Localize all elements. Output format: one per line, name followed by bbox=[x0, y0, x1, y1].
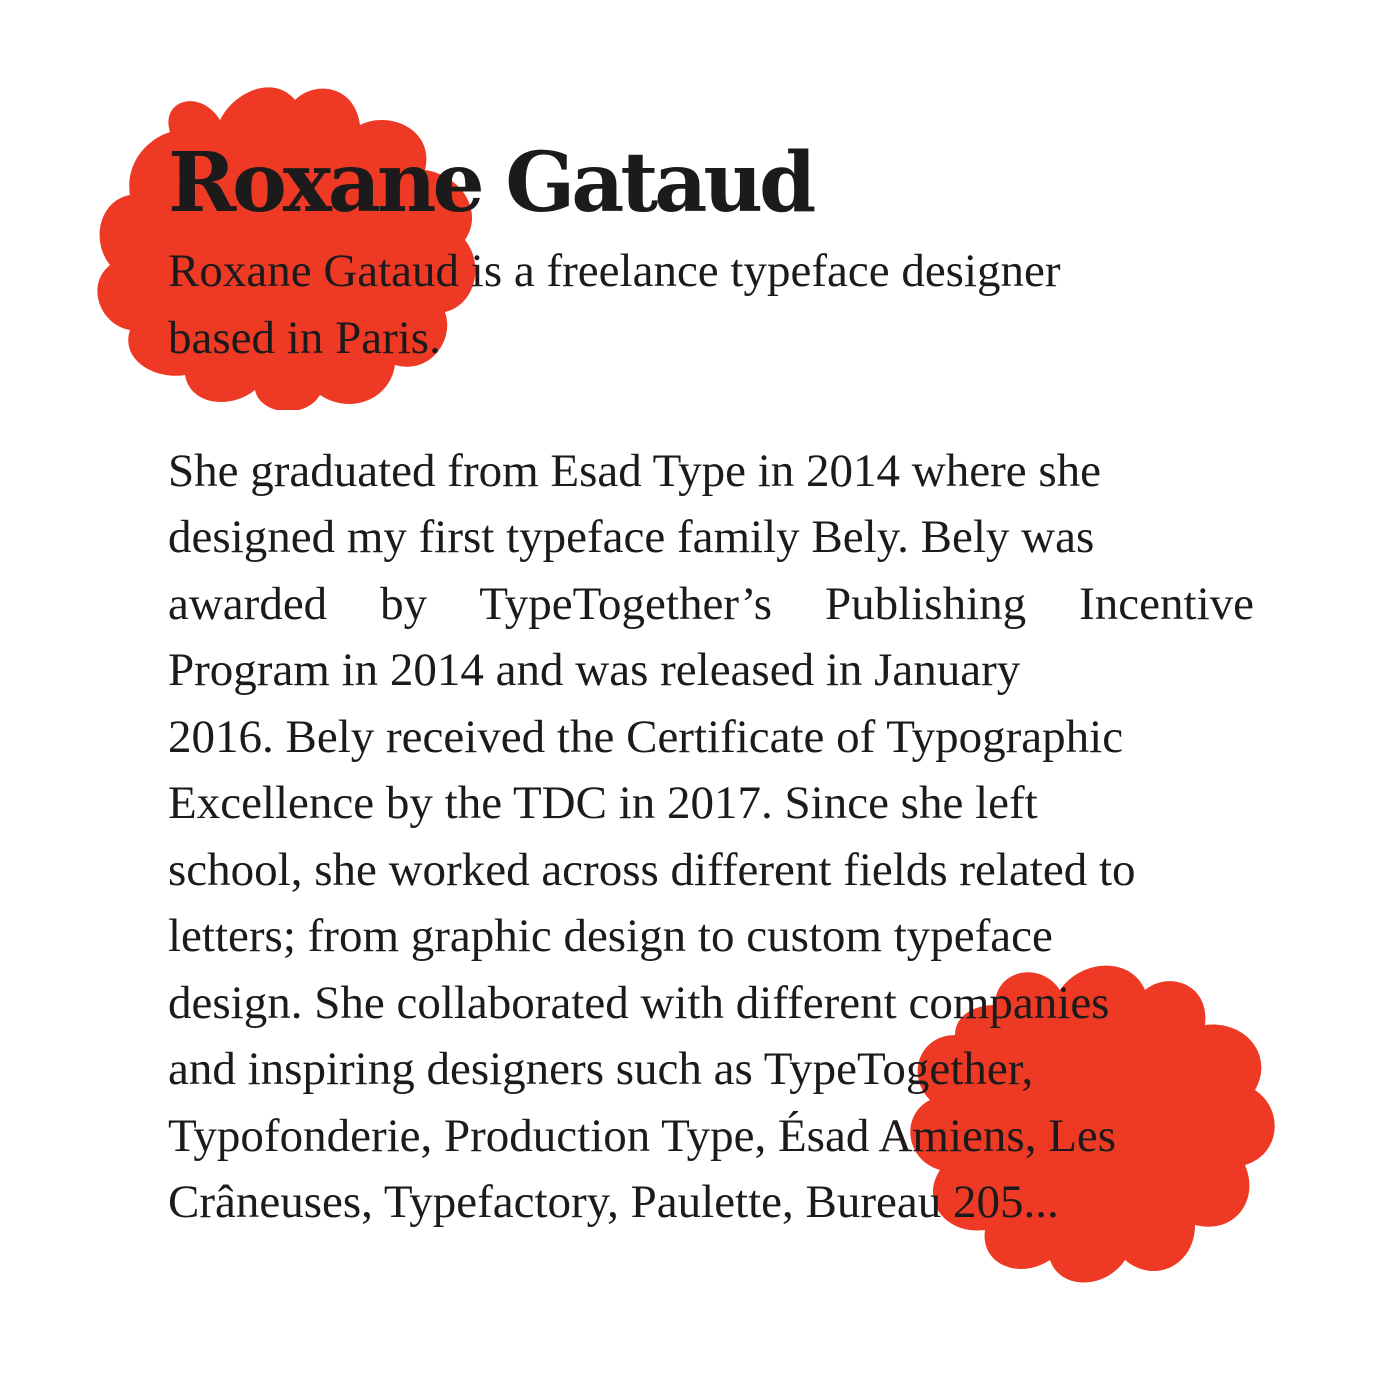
bio-line: letters; from graphic design to custom typeface bbox=[168, 910, 1053, 962]
bio-line: awarded by TypeTogether’s Publishing Incentive bbox=[168, 577, 1254, 630]
bio-line: designed my first typeface family Bely. Bely was bbox=[168, 511, 1095, 563]
bio-paragraph bbox=[168, 438, 1278, 1236]
intro-line: Roxane Gataud is a freelance typeface designer bbox=[168, 245, 1061, 297]
intro-paragraph bbox=[168, 238, 1278, 371]
page-title: Roxane Gataud bbox=[168, 135, 813, 231]
bio-line: Typofonderie, Production Type, Ésad Amiens, Les bbox=[168, 1109, 1117, 1162]
bio-line: school, she worked across different fields related to bbox=[168, 843, 1136, 896]
bio-line: Excellence by the TDC in 2017. Since she left bbox=[168, 777, 1038, 829]
bio-line: Program in 2014 and was released in January bbox=[168, 644, 1021, 696]
bio-line: and inspiring designers such as TypeTogether, bbox=[168, 1043, 1034, 1095]
bio-content bbox=[168, 128, 1278, 1236]
bio-line: Crâneuses, Typefactory, Paulette, Bureau 205... bbox=[168, 1176, 1059, 1228]
intro-line: based in Paris. bbox=[168, 311, 441, 364]
bio-line: design. She collaborated with different companies bbox=[168, 976, 1110, 1029]
bio-line: She graduated from Esad Type in 2014 where she bbox=[168, 444, 1101, 497]
bio-line: 2016. Bely received the Certificate of Typographic bbox=[168, 710, 1124, 763]
